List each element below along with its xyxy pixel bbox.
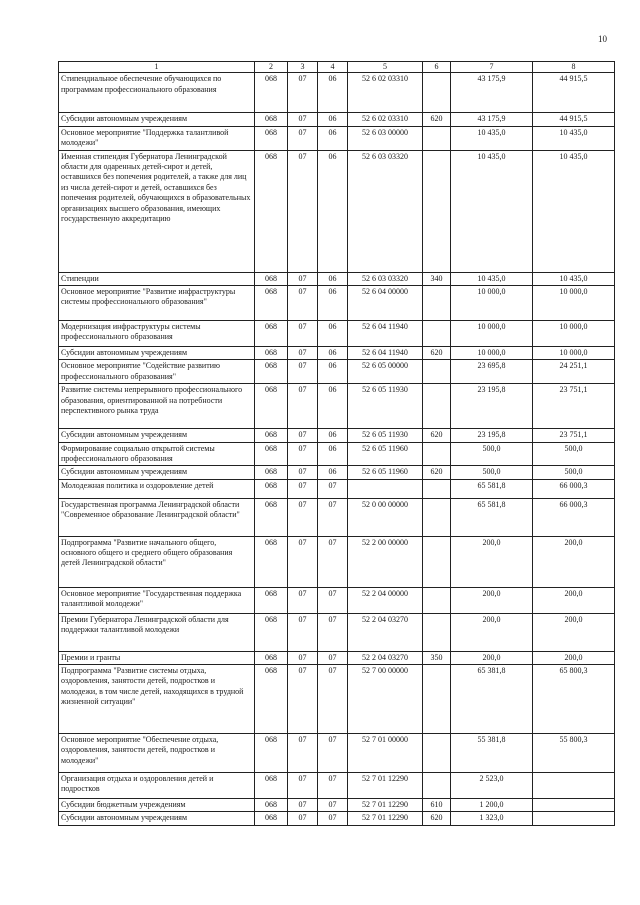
cell-type: 620	[423, 466, 451, 479]
cell-section: 07	[288, 536, 318, 587]
cell-year1: 10 000,0	[451, 285, 533, 320]
cell-subsection: 06	[318, 272, 348, 285]
cell-type	[423, 665, 451, 734]
table-row	[59, 360, 615, 384]
cell-subsection: 07	[318, 734, 348, 773]
cell-name: Государственная программа Ленинградской области "Современное образование Ленинградской области"	[59, 498, 255, 536]
cell-name: Развитие системы непрерывного профессионального образования, ориентированной на потребности перспективного рынка труда	[59, 384, 255, 429]
cell-target: 52 7 01 12290	[348, 799, 423, 812]
cell-year2: 200,0	[533, 536, 615, 587]
cell-name: Подпрограмма "Развитие начального общего, основного общего и среднего общего образования детей Ленинградской области"	[59, 536, 255, 587]
cell-year2: 66 000,3	[533, 498, 615, 536]
column-header: 5	[348, 62, 423, 73]
cell-year2: 23 751,1	[533, 384, 615, 429]
cell-code: 068	[255, 734, 288, 773]
cell-subsection: 07	[318, 536, 348, 587]
cell-type	[423, 773, 451, 799]
cell-subsection: 06	[318, 150, 348, 272]
budget-table	[58, 61, 615, 826]
cell-code: 068	[255, 799, 288, 812]
cell-year2: 10 435,0	[533, 126, 615, 150]
column-header: 3	[288, 62, 318, 73]
cell-section: 07	[288, 773, 318, 799]
cell-type	[423, 126, 451, 150]
cell-section: 07	[288, 613, 318, 651]
cell-section: 07	[288, 442, 318, 466]
cell-year1: 200,0	[451, 651, 533, 664]
cell-section: 07	[288, 651, 318, 664]
cell-code: 068	[255, 126, 288, 150]
cell-type	[423, 442, 451, 466]
cell-type	[423, 613, 451, 651]
cell-year1: 1 323,0	[451, 812, 533, 825]
cell-year1: 23 195,8	[451, 384, 533, 429]
table-row	[59, 812, 615, 825]
cell-year2: 10 435,0	[533, 272, 615, 285]
cell-section: 07	[288, 734, 318, 773]
cell-target: 52 2 04 00000	[348, 587, 423, 613]
cell-subsection: 07	[318, 665, 348, 734]
cell-year1: 1 200,0	[451, 799, 533, 812]
table-row	[59, 773, 615, 799]
cell-target: 52 7 00 00000	[348, 665, 423, 734]
cell-year1: 10 000,0	[451, 346, 533, 359]
cell-name: Основное мероприятие "Поддержка талантливой молодежи"	[59, 126, 255, 150]
cell-type: 620	[423, 346, 451, 359]
cell-subsection: 07	[318, 587, 348, 613]
cell-year1: 23 695,8	[451, 360, 533, 384]
cell-code: 068	[255, 498, 288, 536]
cell-name: Стипендии	[59, 272, 255, 285]
cell-year1: 10 435,0	[451, 126, 533, 150]
cell-year1: 55 381,8	[451, 734, 533, 773]
cell-type	[423, 587, 451, 613]
cell-year2: 10 000,0	[533, 285, 615, 320]
cell-target: 52 7 01 00000	[348, 734, 423, 773]
table-row	[59, 734, 615, 773]
column-header: 2	[255, 62, 288, 73]
cell-year2	[533, 799, 615, 812]
cell-year2: 200,0	[533, 651, 615, 664]
header-row	[59, 62, 615, 73]
cell-section: 07	[288, 150, 318, 272]
table-row	[59, 126, 615, 150]
cell-section: 07	[288, 346, 318, 359]
cell-target: 52 7 01 12290	[348, 773, 423, 799]
cell-type	[423, 285, 451, 320]
cell-target: 52 6 02 03310	[348, 113, 423, 126]
cell-type: 350	[423, 651, 451, 664]
cell-section: 07	[288, 429, 318, 442]
table-row	[59, 665, 615, 734]
cell-code: 068	[255, 442, 288, 466]
cell-target: 52 2 04 03270	[348, 651, 423, 664]
cell-year2: 10 000,0	[533, 346, 615, 359]
cell-section: 07	[288, 812, 318, 825]
table-row	[59, 587, 615, 613]
table-row	[59, 384, 615, 429]
cell-year2: 200,0	[533, 613, 615, 651]
cell-target: 52 6 04 00000	[348, 285, 423, 320]
cell-year1: 43 175,9	[451, 113, 533, 126]
cell-name: Молодежная политика и оздоровление детей	[59, 479, 255, 498]
table-row	[59, 498, 615, 536]
cell-type	[423, 734, 451, 773]
cell-name: Субсидии автономным учреждениям	[59, 113, 255, 126]
table-row	[59, 346, 615, 359]
cell-subsection: 06	[318, 113, 348, 126]
cell-year1: 200,0	[451, 587, 533, 613]
cell-target: 52 6 04 11940	[348, 346, 423, 359]
table-body	[59, 73, 615, 825]
cell-code: 068	[255, 113, 288, 126]
table-row	[59, 651, 615, 664]
cell-target: 52 2 04 03270	[348, 613, 423, 651]
cell-code: 068	[255, 272, 288, 285]
cell-subsection: 06	[318, 384, 348, 429]
cell-year2	[533, 812, 615, 825]
cell-code: 068	[255, 466, 288, 479]
cell-section: 07	[288, 665, 318, 734]
cell-section: 07	[288, 113, 318, 126]
cell-type	[423, 498, 451, 536]
cell-type	[423, 320, 451, 346]
column-header: 4	[318, 62, 348, 73]
cell-year1: 23 195,8	[451, 429, 533, 442]
cell-section: 07	[288, 285, 318, 320]
table-row	[59, 272, 615, 285]
cell-name: Основное мероприятие "Содействие развитию профессионального образования"	[59, 360, 255, 384]
cell-year2	[533, 773, 615, 799]
cell-name: Модернизация инфраструктуры системы профессионального образования	[59, 320, 255, 346]
cell-subsection: 07	[318, 613, 348, 651]
cell-code: 068	[255, 536, 288, 587]
cell-name: Субсидии автономным учреждениям	[59, 429, 255, 442]
cell-target: 52 6 05 11960	[348, 442, 423, 466]
cell-section: 07	[288, 498, 318, 536]
cell-section: 07	[288, 479, 318, 498]
cell-target: 52 6 05 11930	[348, 384, 423, 429]
cell-type	[423, 360, 451, 384]
cell-type: 340	[423, 272, 451, 285]
cell-type: 620	[423, 812, 451, 825]
cell-name: Стипендиальное обеспечение обучающихся по программам профессионального образования	[59, 73, 255, 113]
cell-code: 068	[255, 73, 288, 113]
cell-subsection: 06	[318, 429, 348, 442]
column-header: 1	[59, 62, 255, 73]
cell-subsection: 07	[318, 498, 348, 536]
cell-code: 068	[255, 665, 288, 734]
cell-target	[348, 479, 423, 498]
cell-section: 07	[288, 272, 318, 285]
cell-section: 07	[288, 73, 318, 113]
cell-name: Формирование социально открытой системы профессионального образования	[59, 442, 255, 466]
cell-year1: 65 381,8	[451, 665, 533, 734]
cell-year1: 500,0	[451, 466, 533, 479]
cell-code: 068	[255, 613, 288, 651]
cell-subsection: 07	[318, 773, 348, 799]
cell-year1: 65 581,8	[451, 479, 533, 498]
cell-section: 07	[288, 384, 318, 429]
cell-year2: 65 800,3	[533, 665, 615, 734]
cell-target: 52 6 02 03310	[348, 73, 423, 113]
cell-year2: 44 915,5	[533, 73, 615, 113]
cell-name: Премии Губернатора Ленинградской области для поддержки талантливой молодежи	[59, 613, 255, 651]
cell-section: 07	[288, 799, 318, 812]
cell-section: 07	[288, 320, 318, 346]
cell-type: 610	[423, 799, 451, 812]
cell-name: Основное мероприятие "Государственная поддержка талантливой молодежи"	[59, 587, 255, 613]
cell-target: 52 7 01 12290	[348, 812, 423, 825]
cell-section: 07	[288, 587, 318, 613]
table-row	[59, 429, 615, 442]
cell-year2: 500,0	[533, 442, 615, 466]
cell-name: Подпрограмма "Развитие системы отдыха, оздоровления, занятости детей, подростков и молодежи, в том числе детей, находящихся в трудной жизненной ситуации"	[59, 665, 255, 734]
cell-year1: 10 435,0	[451, 272, 533, 285]
cell-subsection: 06	[318, 346, 348, 359]
cell-code: 068	[255, 384, 288, 429]
cell-subsection: 06	[318, 320, 348, 346]
cell-year1: 500,0	[451, 442, 533, 466]
cell-year2: 66 000,3	[533, 479, 615, 498]
cell-year1: 200,0	[451, 613, 533, 651]
table-row	[59, 479, 615, 498]
cell-subsection: 06	[318, 466, 348, 479]
cell-target: 52 6 03 00000	[348, 126, 423, 150]
cell-target: 52 6 04 11940	[348, 320, 423, 346]
cell-year2: 55 800,3	[533, 734, 615, 773]
cell-code: 068	[255, 346, 288, 359]
cell-subsection: 06	[318, 442, 348, 466]
table-row	[59, 536, 615, 587]
cell-subsection: 07	[318, 651, 348, 664]
cell-code: 068	[255, 150, 288, 272]
cell-year1: 2 523,0	[451, 773, 533, 799]
column-header: 6	[423, 62, 451, 73]
table-row	[59, 320, 615, 346]
cell-name: Субсидии автономным учреждениям	[59, 346, 255, 359]
cell-target: 52 0 00 00000	[348, 498, 423, 536]
cell-year2: 24 251,1	[533, 360, 615, 384]
cell-code: 068	[255, 285, 288, 320]
table-row	[59, 799, 615, 812]
cell-type	[423, 536, 451, 587]
cell-target: 52 6 03 03320	[348, 272, 423, 285]
table-row	[59, 466, 615, 479]
cell-year1: 65 581,8	[451, 498, 533, 536]
cell-subsection: 07	[318, 479, 348, 498]
cell-year2: 10 435,0	[533, 150, 615, 272]
table-row	[59, 113, 615, 126]
cell-year1: 10 435,0	[451, 150, 533, 272]
cell-code: 068	[255, 360, 288, 384]
cell-target: 52 6 05 11930	[348, 429, 423, 442]
cell-name: Именная стипендия Губернатора Ленинградской области для одаренных детей-сирот и детей, оставшихся без попечения родителей, а также для лиц из числа детей-сирот и детей, оставшихся без попечения родителей, обучающихся в образовательных организациях высшего образования, имеющих государственную аккредитацию	[59, 150, 255, 272]
cell-type	[423, 384, 451, 429]
page-number: 10	[598, 34, 607, 44]
cell-subsection: 07	[318, 812, 348, 825]
cell-year1: 10 000,0	[451, 320, 533, 346]
cell-name: Основное мероприятие "Обеспечение отдыха, оздоровления, занятости детей, подростков и молодежи"	[59, 734, 255, 773]
table-row	[59, 73, 615, 113]
cell-target: 52 6 05 11960	[348, 466, 423, 479]
cell-type	[423, 479, 451, 498]
cell-type	[423, 73, 451, 113]
cell-year1: 43 175,9	[451, 73, 533, 113]
cell-section: 07	[288, 126, 318, 150]
cell-name: Премии и гранты	[59, 651, 255, 664]
cell-name: Субсидии автономным учреждениям	[59, 466, 255, 479]
column-header: 8	[533, 62, 615, 73]
cell-type: 620	[423, 113, 451, 126]
cell-name: Основное мероприятие "Развитие инфраструктуры системы профессионального образования"	[59, 285, 255, 320]
cell-name: Субсидии бюджетным учреждениям	[59, 799, 255, 812]
cell-name: Организация отдыха и оздоровления детей и подростков	[59, 773, 255, 799]
table-row	[59, 613, 615, 651]
cell-subsection: 06	[318, 360, 348, 384]
cell-year1: 200,0	[451, 536, 533, 587]
cell-code: 068	[255, 320, 288, 346]
cell-year2: 23 751,1	[533, 429, 615, 442]
cell-year2: 44 915,5	[533, 113, 615, 126]
cell-type: 620	[423, 429, 451, 442]
cell-type	[423, 150, 451, 272]
cell-subsection: 06	[318, 73, 348, 113]
cell-code: 068	[255, 651, 288, 664]
cell-subsection: 06	[318, 285, 348, 320]
cell-section: 07	[288, 360, 318, 384]
cell-target: 52 6 03 03320	[348, 150, 423, 272]
table-row	[59, 442, 615, 466]
column-header: 7	[451, 62, 533, 73]
cell-year2: 10 000,0	[533, 320, 615, 346]
cell-code: 068	[255, 773, 288, 799]
cell-target: 52 6 05 00000	[348, 360, 423, 384]
table-row	[59, 285, 615, 320]
cell-year2: 200,0	[533, 587, 615, 613]
cell-year2: 500,0	[533, 466, 615, 479]
cell-subsection: 06	[318, 126, 348, 150]
table-row	[59, 150, 615, 272]
cell-code: 068	[255, 812, 288, 825]
cell-code: 068	[255, 479, 288, 498]
cell-section: 07	[288, 466, 318, 479]
cell-code: 068	[255, 587, 288, 613]
cell-subsection: 07	[318, 799, 348, 812]
cell-target: 52 2 00 00000	[348, 536, 423, 587]
cell-name: Субсидии автономным учреждениям	[59, 812, 255, 825]
cell-code: 068	[255, 429, 288, 442]
